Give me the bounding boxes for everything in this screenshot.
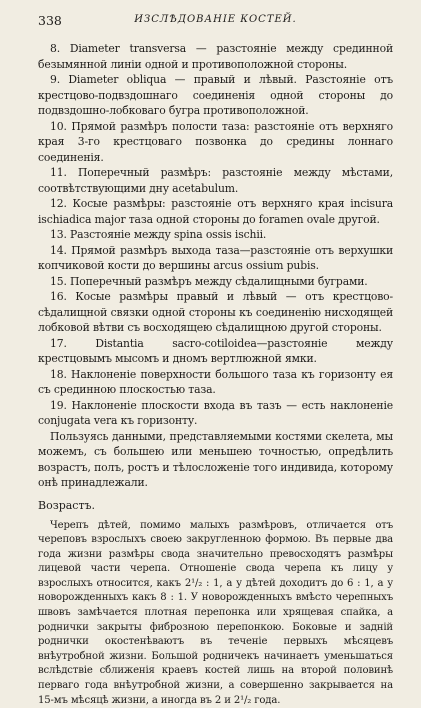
list-item: 13. Разстояніе между spina ossis ischii. <box>38 227 393 243</box>
page-header <box>38 13 393 29</box>
list-item: 9. Diameter obliqua — правый и лѣвый. Разстояніе отъ крестцово-подвздошнаго соединенія одной стороны до подвздошно-лобковаго бугра противоположной. <box>38 72 393 119</box>
list-item: 11. Поперечный размѣръ: разстояніе между мѣстами, соотвѣтствующими дну acetabulum. <box>38 165 393 196</box>
page-body <box>38 41 393 708</box>
list-item: 18. Наклоненіе поверхности большого таза къ горизонту ея съ срединною плоскостью таза. <box>38 367 393 398</box>
list-item: 15. Поперечный размѣръ между сѣдалищными буграми. <box>38 274 393 290</box>
list-item: 8. Diameter transversa — разстояніе между срединной безымянной линіи одной и противоположной стороны. <box>38 41 393 72</box>
page-number: 338 <box>38 13 62 28</box>
list-item: 19. Наклоненіе плоскости входа въ тазъ — есть наклоненіе conjugata vera къ горизонту. <box>38 398 393 429</box>
list-item: 12. Косые размѣры: разстояніе отъ верхняго края incisura ischiadica major таза одной стороны до foramen ovale другой. <box>38 196 393 227</box>
running-title: ИЗСЛѢДОВАНІЕ КОСТЕЙ. <box>38 14 393 25</box>
list-item: 17. Distantia sacro-cotiloidea—разстояніе между крестцовымъ мысомъ и дномъ вертлюжной ямки. <box>38 336 393 367</box>
section-paragraph: Черепъ дѣтей, помимо малыхъ размѣровъ, отличается отъ череповъ взрослыхъ своею закругленною формою. Въ первые два года жизни размѣры свода значительно превосходятъ размѣры лицевой части черепа. Отношеніе свода черепа къ лицу у взрослыхъ относится, какъ 2¹/₂ : 1, а у дѣтей доходитъ до 6 : 1, а у новорожденныхъ какъ 8 : 1. У новорожденныхъ вмѣсто черепныхъ швовъ замѣчается плотная перепонка или хрящевая спайка, а роднички закрыты фиброзною перепонкою. Боковые и заднiй роднички окостенѣваютъ въ теченіе первыхъ мѣсяцевъ внѣутробной жизни. Большой родничекъ начинаетъ уменьшаться вслѣдствіе сближенія краевъ костей лишь на второй половинѣ перваго года внѣутробной жизни, а совершенно закрывается на 15-мъ мѣсяцѣ жизни, а иногда въ 2 и 2¹/₂ года. <box>38 519 393 708</box>
list-item: 10. Прямой размѣръ полости таза: разстояніе отъ верхняго края 3-го крестцоваго позвонка до средины лоннаго соединенія. <box>38 119 393 166</box>
list-item: 16. Косые размѣры правый и лѣвый — отъ крестцово-сѣдалищной связки одной стороны къ соединенію нисходящей лобковой вѣтви съ восходящею сѣдалищною другой стороны. <box>38 289 393 336</box>
summary-paragraph: Пользуясь данными, представляемыми костями скелета, мы можемъ, съ большею или меньшею точностью, опредѣлить возрастъ, полъ, ростъ и тѣлосложеніе того индивида, которому онѣ принадлежали. <box>38 429 393 491</box>
section-title: Возрастъ. <box>38 498 393 513</box>
list-item: 14. Прямой размѣръ выхода таза—разстояніе отъ верхушки копчиковой кости до вершины arcus ossium pubis. <box>38 243 393 274</box>
